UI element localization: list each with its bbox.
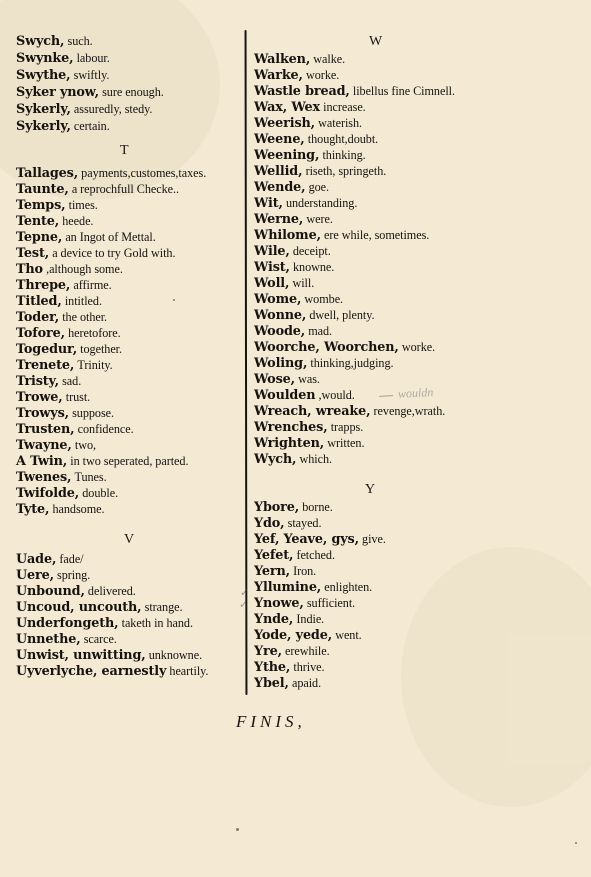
entry-gloss: affirme. [73, 278, 112, 292]
entry-gloss: borne. [302, 500, 333, 514]
entry-gloss: was. [298, 372, 320, 386]
glossary-entry [254, 133, 378, 147]
entry-headword: Wellid, [254, 164, 303, 179]
entry-headword: Temps, [16, 198, 66, 213]
entry-gloss: strange. [144, 600, 183, 614]
glossary-entry [16, 649, 202, 663]
glossary-entry [254, 341, 435, 355]
section-letter-w: W [369, 34, 383, 49]
glossary-entry [16, 665, 208, 679]
paper-stain-bottom-right [401, 547, 591, 807]
glossary-entry [16, 375, 81, 389]
entry-gloss: the other. [62, 310, 108, 324]
glossary-entry [16, 423, 134, 437]
entry-gloss: mad. [308, 324, 333, 338]
entry-headword: Tepne, [16, 230, 63, 245]
entry-headword: Woode, [254, 324, 306, 339]
entry-headword: Togedur, [16, 342, 77, 357]
glossary-entry [16, 311, 107, 325]
entry-gloss: intitled. [64, 294, 102, 308]
entry-gloss: Trinity. [77, 358, 113, 372]
entry-headword: Ydo, [254, 516, 285, 531]
entry-headword: Uncoud, uncouth, [16, 600, 142, 615]
entry-gloss: ere while, sometimes. [324, 228, 430, 242]
glossary-entry [254, 405, 445, 419]
entry-gloss: payments,customes,taxes. [81, 166, 207, 180]
entry-gloss: together. [80, 342, 123, 356]
entry-gloss: Indie. [296, 612, 325, 626]
entry-headword: Ybel, [254, 676, 289, 691]
entry-headword: Threpe, [16, 278, 71, 293]
glossary-entry [16, 279, 112, 293]
entry-headword: Trowe, [16, 390, 63, 405]
entry-headword: Ybore, [254, 500, 300, 515]
glossary-entry [16, 585, 136, 599]
glossary-entry [16, 295, 102, 309]
entry-gloss: fetched. [296, 548, 335, 562]
section-letter-t: T [120, 143, 130, 158]
entry-headword: Wist, [254, 260, 290, 275]
entry-gloss: walke. [313, 52, 346, 66]
glossary-entry [16, 503, 104, 517]
entry-gloss: will. [292, 276, 315, 290]
entry-gloss: delivered. [87, 584, 136, 598]
entry-gloss: trust. [65, 390, 91, 404]
entry-headword: Twenes, [16, 470, 72, 485]
glossary-entry [16, 439, 96, 453]
entry-headword: Tallages, [16, 166, 79, 181]
glossary-entry [254, 181, 329, 195]
glossary-entry [254, 453, 332, 467]
glossary-entry [254, 357, 394, 371]
entry-headword: Tyte, [16, 502, 50, 517]
glossary-entry [16, 471, 107, 485]
entry-gloss: deceipt. [292, 244, 331, 258]
entry-gloss: apaid. [291, 676, 322, 690]
glossary-entry [254, 629, 362, 643]
entry-gloss: increase. [323, 100, 366, 114]
entry-gloss: understanding. [285, 196, 358, 210]
section-letter-v: V [124, 532, 135, 547]
glossary-entry [16, 183, 179, 197]
entry-headword: Trusten, [16, 422, 75, 437]
entry-gloss: times. [68, 198, 98, 212]
entry-headword: Whilome, [254, 228, 321, 243]
entry-headword: Yre, [254, 644, 282, 659]
entry-headword: Swythe, [16, 68, 71, 83]
entry-headword: Uere, [16, 568, 54, 583]
entry-headword: Unnethe, [16, 632, 81, 647]
glossary-entry [254, 69, 339, 83]
glossary-entry [16, 601, 182, 615]
entry-gloss: which. [299, 452, 333, 466]
entry-headword: Wych, [254, 452, 297, 467]
glossary-entry [254, 277, 314, 291]
entry-gloss: swiftly. [73, 68, 110, 82]
margin-mark: ✓ [239, 599, 249, 611]
entry-headword: Woling, [254, 356, 308, 371]
entry-headword: Yode, yede, [254, 628, 333, 643]
entry-headword: Ythe, [254, 660, 291, 675]
glossary-entry [254, 533, 386, 547]
entry-headword: Walken, [254, 52, 311, 67]
entry-gloss: a device to try Gold with. [52, 246, 176, 260]
entry-headword: Twayne, [16, 438, 72, 453]
glossary-entry [16, 327, 121, 341]
entry-headword: Uyverlyche, earnestly [16, 664, 167, 679]
ink-speck [575, 842, 577, 844]
glossary-entry [16, 343, 122, 357]
glossary-entry [16, 633, 117, 647]
entry-headword: Wreach, wreake, [254, 404, 371, 419]
glossary-entry [254, 53, 345, 67]
glossary-entry [254, 117, 362, 131]
entry-gloss: give. [362, 532, 386, 546]
glossary-entry [16, 199, 98, 213]
entry-headword: Unwist, unwitting, [16, 648, 146, 663]
entry-gloss: confidence. [77, 422, 134, 436]
glossary-entry [254, 645, 330, 659]
section-letter-y: Y [365, 482, 376, 497]
entry-gloss: worke. [306, 68, 340, 82]
entry-headword: Trowys, [16, 406, 69, 421]
margin-mark: ✓ [240, 587, 250, 599]
glossary-entry [254, 325, 332, 339]
glossary-entry [16, 487, 118, 501]
entry-headword: Twifolde, [16, 486, 80, 501]
glossary-entry [16, 167, 206, 181]
entry-gloss: revenge,wrath. [373, 404, 446, 418]
glossary-entry [254, 373, 320, 387]
entry-gloss: sufficient. [306, 596, 356, 610]
glossary-entry [254, 293, 343, 307]
entry-gloss: stayed. [287, 516, 322, 530]
entry-gloss: heretofore. [68, 326, 121, 340]
entry-headword: Wose, [254, 372, 295, 387]
entry-gloss: an Ingot of Mettal. [65, 230, 156, 244]
entry-headword: Tofore, [16, 326, 65, 341]
glossary-entry [254, 437, 364, 451]
entry-gloss: sad. [62, 374, 82, 388]
glossary-entry [16, 120, 110, 134]
entry-gloss: thrive. [293, 660, 325, 674]
glossary-entry [16, 553, 84, 567]
entry-headword: Taunte, [16, 182, 69, 197]
entry-headword: Wende, [254, 180, 306, 195]
glossary-entry [254, 197, 357, 211]
glossary-entry [254, 261, 334, 275]
entry-headword: Test, [16, 246, 50, 261]
entry-headword: Sykerly, [16, 102, 71, 117]
glossary-entry [16, 103, 152, 117]
glossary-entry [16, 263, 123, 277]
entry-gloss: spring. [57, 568, 91, 582]
entry-gloss: assuredly, stedy. [73, 102, 153, 116]
entry-headword: Unbound, [16, 584, 85, 599]
glossary-entry [16, 359, 113, 373]
entry-gloss: suppose. [72, 406, 115, 420]
glossary-entry [254, 165, 386, 179]
entry-gloss: riseth, springeth. [305, 164, 387, 178]
entry-gloss: a reprochfull Checke.. [71, 182, 179, 196]
glossary-entry [16, 215, 93, 229]
entry-gloss: Tunes. [74, 470, 107, 484]
glossary-entry [16, 86, 164, 100]
glossary-entry [254, 581, 372, 595]
entry-headword: Tho [16, 262, 43, 277]
entry-gloss: labour. [76, 51, 110, 65]
entry-gloss: thinking. [322, 148, 366, 162]
entry-gloss: trapps. [330, 420, 364, 434]
entry-gloss: heartily. [169, 664, 209, 678]
entry-gloss: went. [335, 628, 362, 642]
glossary-entry [254, 565, 316, 579]
glossary-entry [254, 229, 429, 243]
entry-gloss: enlighten. [324, 580, 373, 594]
entry-headword: A Twin, [16, 454, 68, 469]
entry-headword: Yern, [254, 564, 290, 579]
entry-headword: Wile, [254, 244, 290, 259]
glossary-entry [254, 661, 324, 675]
entry-gloss: knowne. [293, 260, 335, 274]
entry-headword: Yef, Yeave, gys, [254, 532, 359, 547]
glossary-entry [16, 52, 110, 66]
glossary-entry [254, 677, 321, 691]
entry-gloss: wombe. [304, 292, 344, 306]
entry-headword: Toder, [16, 310, 60, 325]
entry-gloss: libellus fine Cimnell. [352, 84, 456, 98]
entry-headword: Wrenches, [254, 420, 328, 435]
finis-line: FINIS, [236, 712, 306, 731]
glossary-entry [254, 421, 363, 435]
entry-headword: Wonne, [254, 308, 307, 323]
entry-gloss: scarce. [83, 632, 117, 646]
entry-headword: Tristy, [16, 374, 59, 389]
entry-headword: Yllumine, [254, 580, 322, 595]
entry-headword: Tente, [16, 214, 60, 229]
entry-gloss: ,would. [318, 388, 355, 402]
entry-headword: Swych, [16, 34, 65, 49]
glossary-entry [254, 549, 335, 563]
entry-headword: Woorche, Woorchen, [254, 340, 399, 355]
entry-gloss: goe. [308, 180, 330, 194]
entry-headword: Wome, [254, 292, 302, 307]
entry-headword: Titled, [16, 294, 62, 309]
entry-headword: Wastle bread, [254, 84, 350, 99]
entry-gloss: ,although some. [46, 262, 123, 276]
glossary-entry [254, 597, 355, 611]
entry-headword: Weene, [254, 132, 305, 147]
entry-gloss: waterish. [318, 116, 363, 130]
glossary-entry [16, 69, 109, 83]
glossary-entry [16, 617, 193, 631]
entry-headword: Yefet, [254, 548, 294, 563]
entry-gloss: written. [327, 436, 365, 450]
entry-headword: Syker ynow, [16, 85, 99, 100]
entry-headword: Wax, Wex [254, 100, 320, 115]
glossary-entry [16, 407, 114, 421]
entry-gloss: certain. [73, 119, 110, 133]
entry-headword: Ynowe, [254, 596, 304, 611]
glossary-entry [16, 231, 156, 245]
entry-gloss: Iron. [293, 564, 317, 578]
glossary-entry [254, 85, 455, 99]
entry-headword: Wrighten, [254, 436, 325, 451]
entry-headword: Swynke, [16, 51, 74, 66]
entry-gloss: taketh in hand. [121, 616, 193, 630]
glossary-entry [254, 213, 333, 227]
entry-gloss: handsome. [52, 502, 105, 516]
entry-gloss: double. [82, 486, 119, 500]
entry-gloss: fade/ [59, 552, 84, 566]
glossary-entry [254, 309, 375, 323]
entry-gloss: erewhile. [285, 644, 330, 658]
entry-gloss: were. [306, 212, 333, 226]
entry-headword: Ynde, [254, 612, 294, 627]
glossary-entry [254, 149, 366, 163]
entry-headword: Wit, [254, 196, 283, 211]
glossary-entry [16, 455, 188, 469]
ink-speck [173, 299, 175, 301]
pencil-annotation: wouldn [398, 383, 469, 405]
glossary-entry [16, 391, 90, 405]
entry-gloss: unknowne. [148, 648, 203, 662]
glossary-entry [254, 517, 321, 531]
entry-gloss: dwell, plenty. [309, 308, 375, 322]
glossary-entry [254, 613, 324, 627]
entry-headword: Warke, [254, 68, 303, 83]
entry-headword: Uade, [16, 552, 57, 567]
entry-headword: Weerish, [254, 116, 315, 131]
entry-headword: Woulden [254, 388, 316, 403]
glossary-entry [254, 101, 366, 115]
glossary-entry [254, 501, 333, 515]
entry-headword: Sykerly, [16, 119, 71, 134]
entry-gloss: heede. [62, 214, 94, 228]
entry-headword: Woll, [254, 276, 290, 291]
entry-headword: Werne, [254, 212, 304, 227]
glossary-entry [254, 389, 355, 403]
ink-speck [236, 828, 239, 831]
entry-headword: Trenete, [16, 358, 75, 373]
entry-gloss: thought,doubt. [307, 132, 379, 146]
glossary-entry [254, 245, 331, 259]
glossary-entry [16, 35, 93, 49]
entry-gloss: worke. [401, 340, 436, 354]
entry-headword: Weening, [254, 148, 320, 163]
glossary-entry [16, 247, 175, 261]
entry-gloss: in two seperated, parted. [70, 454, 189, 468]
entry-gloss: two, [74, 438, 97, 452]
entry-headword: Underfongeth, [16, 616, 119, 631]
entry-gloss: sure enough. [102, 85, 164, 99]
entry-gloss: such. [67, 34, 93, 48]
entry-gloss: thinking,judging. [310, 356, 394, 370]
glossary-entry [16, 569, 90, 583]
